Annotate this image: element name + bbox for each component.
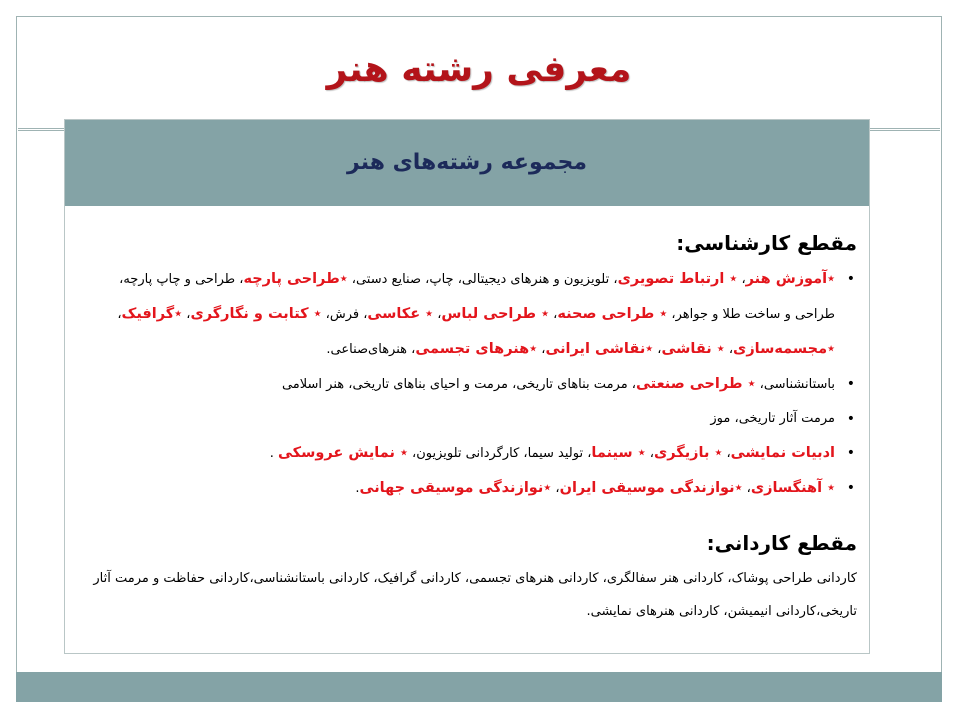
- highlighted-field: ٭نوازندگی موسیقی جهانی: [359, 480, 552, 496]
- plain-text: ،: [551, 481, 560, 496]
- list-item-text: [270, 446, 835, 461]
- plain-text: باستانشناسی،: [755, 377, 835, 392]
- highlighted-field: ٭مجسمه‌سازی: [733, 341, 835, 357]
- list-item-text: [282, 377, 835, 392]
- list-item: [85, 262, 861, 367]
- bullet-icon: •: [846, 271, 855, 287]
- plain-text: ،: [737, 272, 746, 287]
- list-item-text: [355, 481, 835, 496]
- content-panel: [64, 119, 870, 654]
- footer-bar: [16, 672, 942, 702]
- plain-text: ،: [549, 307, 558, 322]
- highlighted-field: ٭ کتابت و نگارگری: [190, 306, 322, 322]
- highlighted-field: ٭نقاشی ایرانی: [545, 341, 654, 357]
- highlighted-field: ٭ طراحی صنعتی: [636, 376, 756, 392]
- panel-heading: مجموعه رشته‌های هنر: [65, 120, 869, 206]
- plain-text: ،: [645, 446, 654, 461]
- plain-text: ،: [433, 307, 442, 322]
- bachelor-heading: مقطع کارشناسی:: [676, 231, 857, 255]
- plain-text: ، تولید سیما، کارگردانی تلویزیون،: [407, 446, 592, 461]
- plain-text: ،: [653, 342, 662, 357]
- list-item: [85, 471, 861, 506]
- panel-body: [65, 206, 869, 628]
- highlighted-field: ٭گرافیک: [121, 306, 183, 322]
- plain-text: .: [355, 481, 360, 496]
- slide-title: معرفی رشته هنر: [326, 49, 632, 90]
- plain-text: ، طراحی و چاپ پارچه، طراحی و ساخت طلا و جواهر،: [119, 272, 835, 322]
- highlighted-field: ٭ نمایش عروسکی: [278, 445, 408, 461]
- highlighted-field: ادبیات نمایشی: [730, 445, 835, 461]
- associate-heading: مقطع کاردانی:: [706, 531, 857, 555]
- highlighted-field: ٭نوازندگی موسیقی ایران: [559, 480, 743, 496]
- highlighted-field: ٭ نقاشی: [661, 341, 725, 357]
- list-item: [85, 436, 861, 471]
- plain-text: ،: [724, 342, 734, 357]
- highlighted-field: ٭ آهنگسازی: [750, 480, 835, 496]
- list-item: [85, 367, 861, 402]
- plain-text: ،: [537, 342, 546, 357]
- plain-text: ، تلویزیون و هنرهای دیجیتالی، چاپ، صنایع دستی،: [347, 272, 618, 287]
- highlighted-field: ٭ سینما: [591, 445, 646, 461]
- plain-text: ، هنرهای‌صناعی.: [326, 342, 416, 357]
- bachelor-list: [85, 262, 861, 506]
- plain-text: ،: [722, 446, 731, 461]
- bullet-icon: •: [846, 376, 855, 392]
- plain-text: ، مرمت بناهای تاریخی، مرمت و احیای بناهای تاریخی، هنر اسلامی: [281, 377, 636, 392]
- highlighted-field: ٭ عکاسی: [367, 306, 434, 322]
- bullet-icon: •: [846, 480, 855, 496]
- plain-text: ، فرش،: [321, 307, 368, 322]
- bullet-icon: •: [846, 411, 855, 427]
- highlighted-field: ٭ ارتباط تصویری: [617, 271, 738, 287]
- highlighted-field: ٭ طراحی لباس: [441, 306, 550, 322]
- plain-text: .: [269, 446, 279, 461]
- highlighted-field: ٭طراحی پارچه: [243, 271, 348, 287]
- highlighted-field: ٭ بازیگری: [653, 445, 723, 461]
- list-item-text: [710, 411, 835, 426]
- highlighted-field: ٭هنرهای تجسمی: [415, 341, 538, 357]
- bullet-icon: •: [846, 445, 855, 461]
- highlighted-field: ٭ طراحی صحنه: [557, 306, 668, 322]
- list-item: [85, 402, 861, 436]
- plain-text: ،: [182, 307, 191, 322]
- highlighted-field: ٭آموزش هنر: [745, 271, 835, 287]
- plain-text: ،: [742, 481, 751, 496]
- list-item-text: [117, 272, 835, 357]
- plain-text: ،: [117, 307, 122, 322]
- associate-text: کاردانی طراحی پوشاک، کاردانی هنر سفالگری، کاردانی هنرهای تجسمی، کاردانی گرافیک، کاردانی باستانشناسی،کاردانی حفاظت و مرمت آثار تاریخی،کاردانی انیمیشن، کاردانی هنرهای نمایشی.: [93, 571, 857, 619]
- plain-text: مرمت آثار تاریخی، موز: [710, 411, 835, 426]
